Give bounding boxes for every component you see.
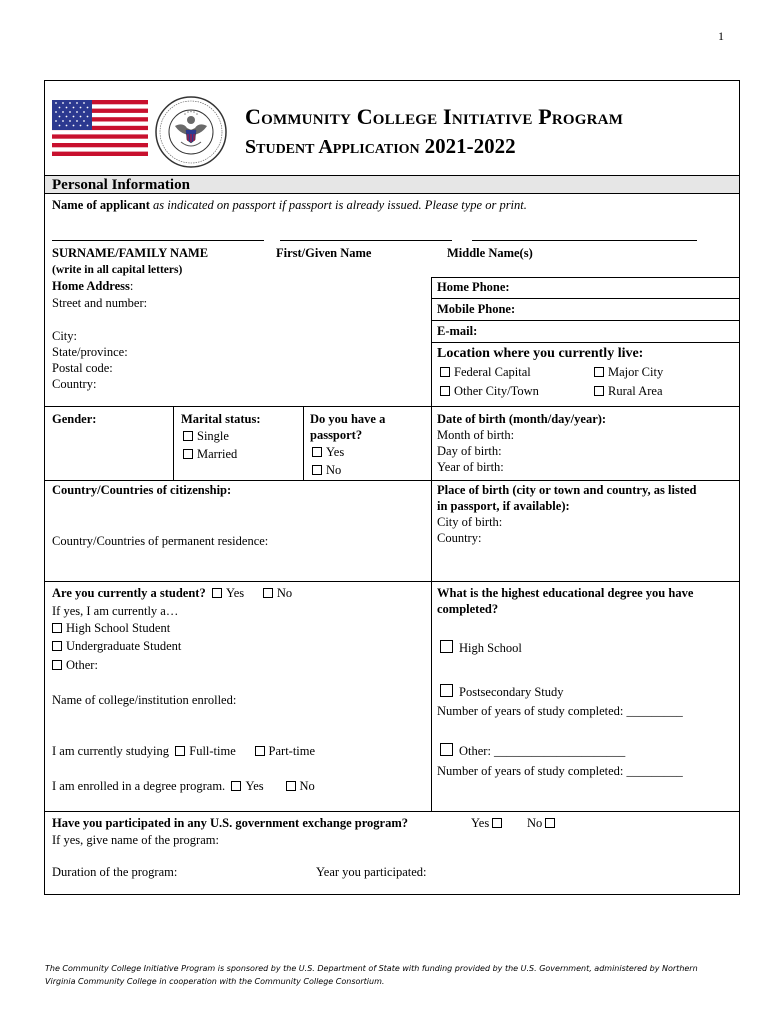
checkbox-icon[interactable] (52, 641, 62, 651)
checkbox-icon[interactable] (52, 660, 62, 670)
surname-line[interactable] (52, 240, 264, 241)
dob-day: Day of birth: (437, 444, 502, 458)
exchange-question: Have you participated in any U.S. government exchange program? (52, 816, 409, 830)
birthplace-label-2: in passport, if available): (437, 499, 570, 513)
section-title-personal: Personal Information (52, 177, 190, 193)
checkbox-icon[interactable] (594, 386, 604, 396)
state-label: State/province: (52, 345, 128, 359)
middle-name-label: Middle Name(s) (447, 246, 533, 260)
exchange-duration: Duration of the program: (52, 865, 178, 879)
option-major-city[interactable]: Major City (594, 364, 663, 380)
passport-label-1: Do you have a (310, 412, 386, 426)
option-other-city[interactable]: Other City/Town (440, 383, 539, 399)
option-high-school-student[interactable]: High School Student (52, 620, 170, 636)
checkbox-icon[interactable] (312, 465, 322, 475)
option-high-school[interactable]: High School (440, 640, 522, 656)
option-other-education[interactable]: Other: _____________________ (440, 743, 625, 759)
form-title: Community College Initiative Program (245, 104, 624, 129)
student-question: Are you currently a student? Yes No (52, 586, 293, 600)
degree-program-row: I am enrolled in a degree program. Yes No (52, 779, 315, 793)
checkbox-icon[interactable] (183, 431, 193, 441)
checkbox-icon[interactable] (183, 449, 193, 459)
department-of-state-seal-icon (155, 96, 227, 168)
checkbox-icon[interactable] (594, 367, 604, 377)
passport-yes[interactable]: Yes (312, 444, 344, 460)
street-label: Street and number: (52, 296, 148, 310)
years-completed-1: Number of years of study completed: _________ (437, 704, 683, 718)
option-rural-area[interactable]: Rural Area (594, 383, 663, 399)
gender-label: Gender: (52, 412, 97, 426)
home-phone-label: Home Phone: (437, 280, 510, 294)
mobile-phone-label: Mobile Phone: (437, 302, 516, 316)
footer-line-1: The Community College Initiative Program is sponsored by the U.S. Department of State with funding provided by the U.S. Government, administered by Northern (45, 964, 698, 973)
checkbox-icon[interactable] (52, 623, 62, 633)
checkbox-icon[interactable] (312, 447, 322, 457)
checkbox-icon[interactable] (212, 588, 222, 598)
exchange-year: Year you participated: (316, 865, 427, 879)
birth-city: City of birth: (437, 515, 503, 529)
exchange-no[interactable]: No (527, 815, 559, 831)
college-name-label: Name of college/institution enrolled: (52, 693, 237, 707)
form-subtitle: Student Application 2021-2022 (245, 134, 516, 158)
email-label: E-mail: (437, 324, 478, 338)
surname-note: (write in all capital letters) (52, 264, 183, 276)
checkbox-icon[interactable] (440, 640, 453, 653)
city-label: City: (52, 329, 78, 343)
first-name-label: First/Given Name (276, 246, 372, 260)
footer-line-2: Virginia Community College in cooperation with the Community College Consortium. (45, 977, 385, 986)
dob-month: Month of birth: (437, 428, 515, 442)
residence-label: Country/Countries of permanent residence: (52, 534, 269, 548)
name-instruction: Name of applicant as indicated on passport if passport is already issued. Please type or print. (52, 198, 527, 212)
us-flag-icon (52, 100, 148, 156)
birthplace-label-1: Place of birth (city or town and country, as listed (437, 483, 697, 497)
checkbox-icon[interactable] (286, 781, 296, 791)
student-if-yes: If yes, I am currently a… (52, 604, 179, 618)
passport-label-2: passport? (310, 428, 363, 442)
checkbox-icon[interactable] (231, 781, 241, 791)
option-other-student[interactable]: Other: (52, 657, 98, 673)
checkbox-icon[interactable] (440, 684, 453, 697)
passport-no[interactable]: No (312, 462, 341, 478)
birth-country: Country: (437, 531, 482, 545)
checkbox-icon[interactable] (263, 588, 273, 598)
checkbox-icon[interactable] (440, 743, 453, 756)
exchange-program-name: If yes, give name of the program: (52, 833, 219, 847)
studying-row: I am currently studying Full-time Part-time (52, 744, 316, 758)
checkbox-icon[interactable] (175, 746, 185, 756)
middle-name-line[interactable] (472, 240, 697, 241)
checkbox-icon[interactable] (440, 386, 450, 396)
option-single[interactable]: Single (183, 428, 229, 444)
checkbox-icon[interactable] (255, 746, 265, 756)
surname-label: SURNAME/FAMILY NAME (52, 246, 209, 260)
citizenship-label: Country/Countries of citizenship: (52, 483, 232, 497)
dob-label: Date of birth (month/day/year): (437, 412, 607, 426)
page-number: 1 (718, 29, 724, 43)
option-undergraduate-student[interactable]: Undergraduate Student (52, 638, 181, 654)
marital-label: Marital status: (181, 412, 261, 426)
years-completed-2: Number of years of study completed: _________ (437, 764, 683, 778)
checkbox-icon[interactable] (545, 818, 555, 828)
home-address-label: Home Address: (52, 279, 134, 293)
checkbox-icon[interactable] (492, 818, 502, 828)
exchange-yes[interactable]: Yes (471, 815, 506, 831)
option-postsecondary[interactable]: Postsecondary Study (440, 684, 564, 700)
option-federal-capital[interactable]: Federal Capital (440, 364, 531, 380)
checkbox-icon[interactable] (440, 367, 450, 377)
option-married[interactable]: Married (183, 446, 237, 462)
location-title: Location where you currently live: (437, 346, 644, 361)
country-label: Country: (52, 377, 97, 391)
education-question-1: What is the highest educational degree you have (437, 586, 694, 600)
postal-label: Postal code: (52, 361, 113, 375)
dob-year: Year of birth: (437, 460, 504, 474)
first-name-line[interactable] (280, 240, 452, 241)
education-question-2: completed? (437, 602, 499, 616)
footer-note (45, 962, 735, 988)
